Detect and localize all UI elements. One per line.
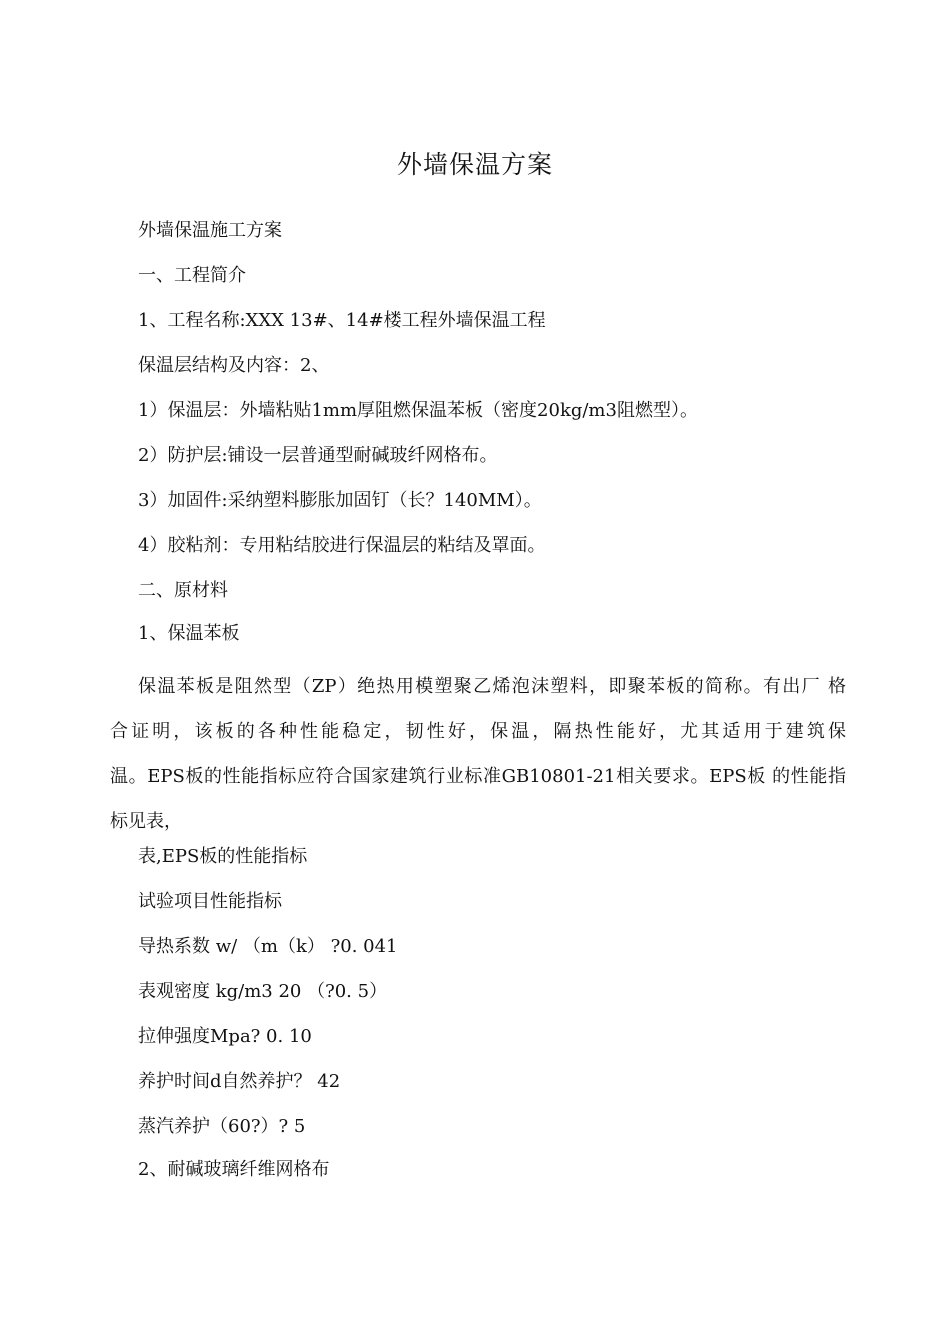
insulation-layer-line: 1）保温层：外墙粘贴1mm厚阻燃保温苯板（密度20kg/m3阻燃型）。 xyxy=(138,400,698,421)
table-caption: 表,EPS板的性能指标 xyxy=(138,846,308,867)
table-header-line: 试验项目性能指标 xyxy=(138,891,282,912)
protective-layer-line: 2）防护层:铺设一层普通型耐碱玻纤网格布。 xyxy=(138,445,498,466)
subtitle-line: 外墙保温施工方案 xyxy=(138,220,282,241)
spec-line-natural-curing: 养护时间d自然养护？ 42 xyxy=(138,1071,341,1092)
section-heading-materials: 二、原材料 xyxy=(138,580,228,601)
document-title: 外墙保温方案 xyxy=(396,150,553,179)
paragraph-line: 温。EPS板的性能指标应符合国家建筑行业标准GB10801-21相关要求。EPS板 的性能指 xyxy=(110,766,846,787)
paragraph-line: 合证明，该板的各种性能稳定，韧性好，保温，隔热性能好，尤其适用于建筑保 xyxy=(110,721,846,742)
spec-line-steam-curing: 蒸汽养护（60?）? 5 xyxy=(138,1116,306,1137)
project-name-line: 1、工程名称:XXX 13#、14#楼工程外墙保温工程 xyxy=(138,310,546,331)
material-heading-eps: 1、保温苯板 xyxy=(138,623,240,644)
spec-line-density: 表观密度 kg/m3 20 （?0. 5） xyxy=(138,981,388,1002)
eps-description-paragraph xyxy=(110,664,846,844)
material-heading-mesh: 2、耐碱玻璃纤维网格布 xyxy=(138,1159,330,1180)
paragraph-line: 保温苯板是阻然型（ZP）绝热用模塑聚乙烯泡沫塑料，即聚苯板的简称。有出厂 格 xyxy=(138,676,846,697)
structure-line: 保温层结构及内容：2、 xyxy=(138,355,330,376)
spec-line-tensile-strength: 拉伸强度Mpa? 0. 10 xyxy=(138,1026,312,1047)
adhesive-line: 4）胶粘剂：专用粘结胶进行保温层的粘结及罩面。 xyxy=(138,535,546,556)
section-heading-overview: 一、工程简介 xyxy=(138,265,246,286)
spec-line-thermal-conductivity: 导热系数 w/ （m（k） ?0. 041 xyxy=(138,936,398,957)
reinforcement-line: 3）加固件:采纳塑料膨胀加固钉（长？140MM）。 xyxy=(138,490,542,511)
paragraph-line: 标见表， xyxy=(110,811,182,832)
